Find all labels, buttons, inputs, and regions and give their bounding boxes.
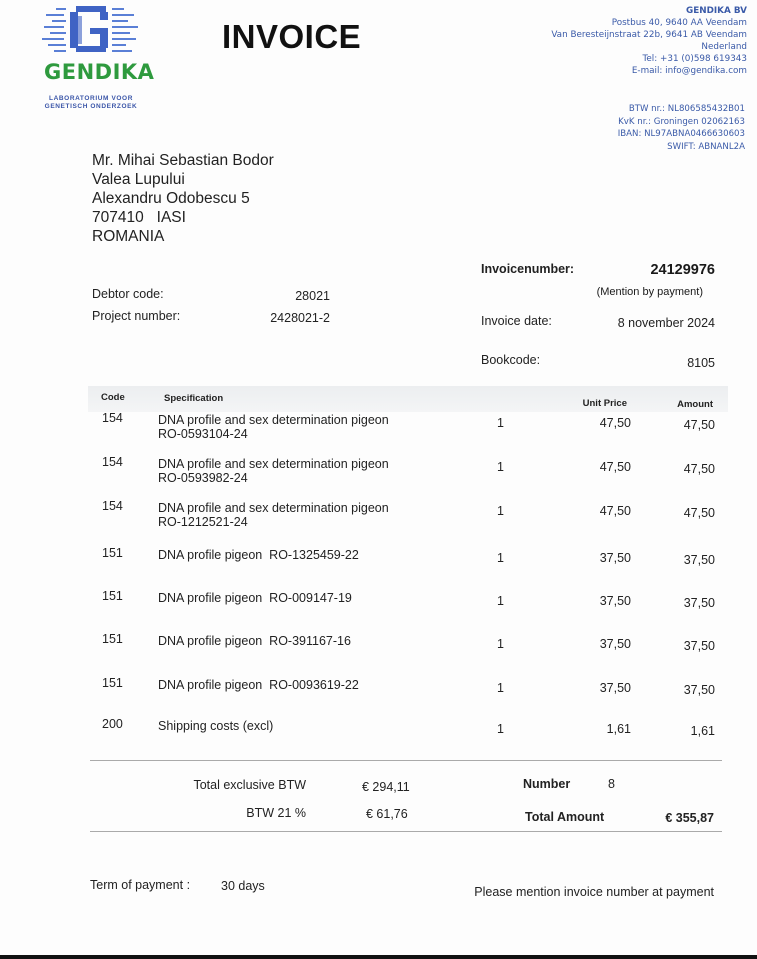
row-amount: 37,50 — [683, 639, 715, 653]
row-code: 200 — [102, 717, 123, 731]
total-excl-label: Total exclusive BTW — [193, 778, 306, 792]
btw-label: BTW 21 % — [246, 806, 306, 820]
row-specification: DNA profile pigeon RO-0093619-22 — [158, 678, 359, 692]
number-label: Number — [523, 777, 571, 791]
row-ring-number: RO-0593982-24 — [158, 471, 248, 485]
company-logo-name: GENDIKA — [44, 60, 155, 84]
row-unit-price: 37,50 — [599, 637, 631, 651]
invoice-date-label: Invoice date: — [481, 314, 552, 328]
bottom-edge — [0, 955, 757, 959]
invoice-number-label: Invoicenumber: — [481, 262, 575, 276]
logo-subtitle-line: GENETISCH ONDERZOEK — [44, 103, 138, 110]
column-header-amount: Amount — [677, 399, 713, 410]
column-header-code: Code — [101, 392, 125, 403]
row-code: 151 — [102, 589, 123, 603]
company-kvk: KvK nr.: Groningen 02062163 — [618, 116, 745, 127]
row-unit-price: 47,50 — [599, 416, 631, 430]
row-unit-price: 47,50 — [599, 460, 631, 474]
invoice-date: 8 november 2024 — [617, 316, 715, 330]
row-amount: 37,50 — [683, 553, 715, 567]
invoice-number: 24129976 — [650, 262, 715, 278]
recipient-country: ROMANIA — [92, 228, 165, 245]
column-header-unit-price: Unit Price — [582, 398, 627, 409]
recipient-line: 707410 IASI — [92, 209, 186, 226]
row-code: 151 — [102, 632, 123, 646]
row-amount: 47,50 — [683, 462, 715, 476]
payment-note: Please mention invoice number at payment — [474, 885, 714, 899]
company-iban: IBAN: NL97ABNA0466630603 — [617, 129, 745, 139]
row-code: 154 — [102, 411, 123, 425]
row-amount: 37,50 — [683, 683, 715, 697]
row-code: 154 — [102, 499, 123, 513]
company-postbus: Postbus 40, 9640 AA Veendam — [611, 18, 747, 28]
row-quantity: 1 — [497, 551, 504, 565]
row-unit-price: 37,50 — [599, 594, 631, 608]
dna-g-logo-icon — [42, 2, 140, 58]
debtor-code: 28021 — [295, 289, 330, 303]
recipient-address — [92, 151, 274, 246]
recipient-name: Mr. Mihai Sebastian Bodor — [92, 152, 274, 169]
row-quantity: 1 — [497, 460, 504, 474]
row-ring-number: RO-0593104-24 — [158, 427, 248, 441]
company-btw: BTW nr.: NL806585432B01 — [628, 104, 745, 114]
divider — [90, 831, 722, 832]
project-number-label: Project number: — [92, 309, 181, 323]
row-code: 154 — [102, 455, 123, 469]
company-email: E-mail: info@gendika.com — [631, 66, 747, 76]
total-excl-value: € 294,11 — [362, 780, 410, 794]
row-quantity: 1 — [497, 681, 504, 695]
row-unit-price: 37,50 — [599, 681, 631, 695]
row-amount: 37,50 — [683, 596, 715, 610]
row-quantity: 1 — [497, 637, 504, 651]
row-unit-price: 37,50 — [599, 551, 631, 565]
row-quantity: 1 — [497, 722, 504, 736]
number-value: 8 — [608, 777, 615, 791]
project-number: 2428021-2 — [270, 311, 330, 325]
total-amount-value: € 355,87 — [665, 811, 714, 825]
row-ring-number: RO-1212521-24 — [158, 515, 248, 529]
row-specification: DNA profile and sex determination pigeon — [158, 413, 389, 427]
company-name: GENDIKA BV — [685, 6, 747, 16]
row-specification: DNA profile pigeon RO-391167-16 — [158, 634, 351, 648]
company-address — [551, 5, 747, 77]
company-country: Nederland — [701, 42, 747, 52]
row-quantity: 1 — [497, 504, 504, 518]
row-specification: DNA profile pigeon RO-1325459-22 — [158, 548, 359, 562]
bookcode: 8105 — [687, 356, 715, 370]
divider — [90, 760, 722, 761]
row-quantity: 1 — [497, 594, 504, 608]
btw-value: € 61,76 — [366, 807, 408, 821]
row-code: 151 — [102, 676, 123, 690]
row-specification: DNA profile and sex determination pigeon — [158, 457, 389, 471]
total-amount-label: Total Amount — [525, 810, 605, 824]
row-quantity: 1 — [497, 416, 504, 430]
logo-subtitle-line: LABORATORIUM VOOR — [49, 95, 133, 102]
row-unit-price: 47,50 — [599, 504, 631, 518]
debtor-code-label: Debtor code: — [92, 287, 164, 301]
row-amount: 47,50 — [683, 506, 715, 520]
mention-note: (Mention by payment) — [596, 286, 703, 298]
company-swift: SWIFT: ABNANL2A — [667, 141, 745, 152]
company-logo-subtitle — [44, 95, 138, 111]
row-specification: DNA profile pigeon RO-009147-19 — [158, 591, 352, 605]
company-tel: Tel: +31 (0)598 619343 — [642, 54, 747, 64]
recipient-line: Valea Lupului — [92, 171, 185, 188]
bookcode-label: Bookcode: — [481, 353, 541, 367]
recipient-line: Alexandru Odobescu 5 — [92, 190, 250, 207]
row-amount: 47,50 — [683, 418, 715, 432]
company-street: Van Beresteijnstraat 22b, 9641 AB Veendam — [551, 30, 747, 40]
row-unit-price: 1,61 — [606, 722, 631, 736]
row-specification: Shipping costs (excl) — [158, 719, 274, 733]
company-bank-details — [618, 103, 745, 153]
page-title: INVOICE — [222, 18, 362, 55]
row-specification: DNA profile and sex determination pigeon — [158, 501, 389, 515]
row-amount: 1,61 — [690, 724, 715, 738]
column-header-specification: Specification — [164, 393, 224, 404]
term-of-payment-label: Term of payment : — [90, 878, 191, 892]
row-code: 151 — [102, 546, 123, 560]
term-of-payment-value: 30 days — [221, 879, 265, 893]
